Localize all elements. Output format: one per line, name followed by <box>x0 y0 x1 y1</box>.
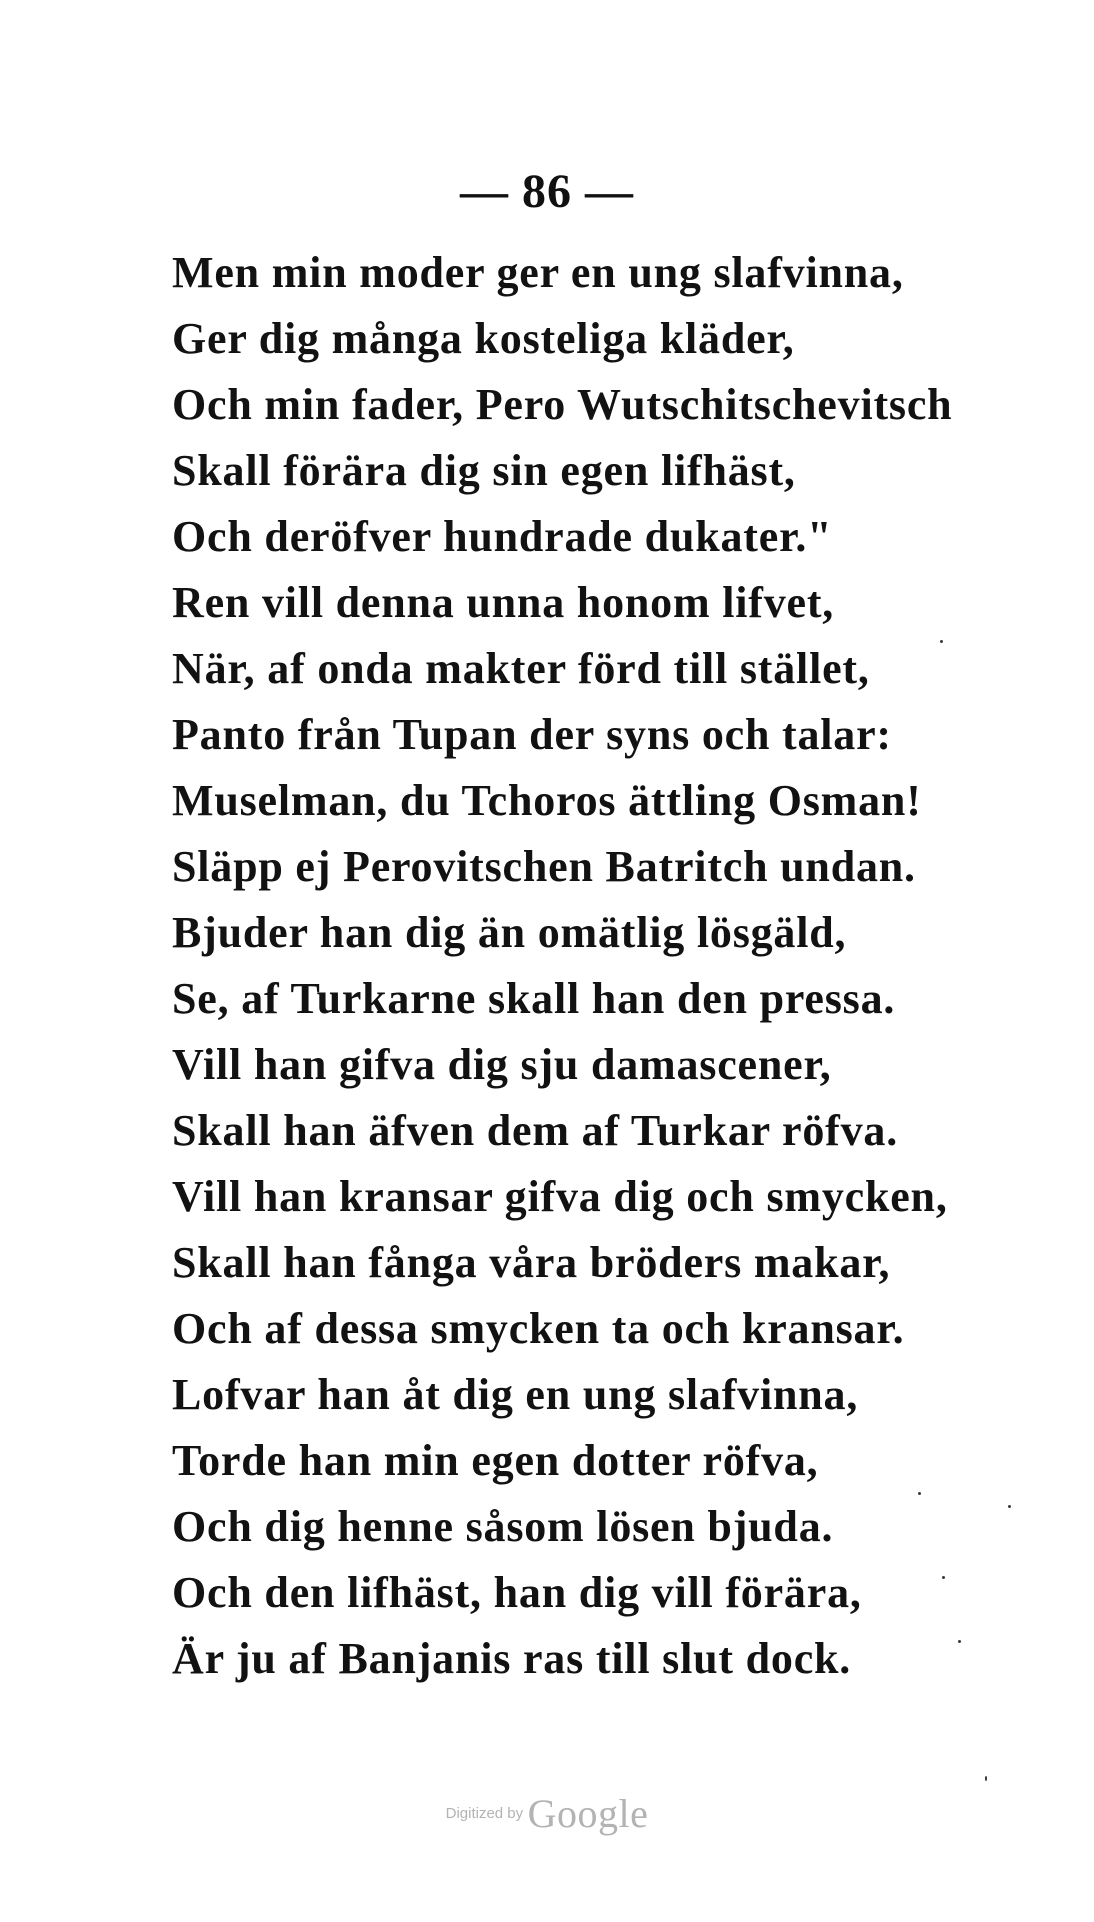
scan-speck <box>942 1576 945 1579</box>
poem-line: Släpp ej Perovitschen Batritch undan. <box>172 842 916 891</box>
scan-speck <box>940 640 943 643</box>
google-logo: Google <box>527 1791 649 1836</box>
digitized-by-label: Digitized by <box>445 1805 524 1822</box>
poem-line: Se, af Turkarne skall han den pressa. <box>172 974 896 1023</box>
poem-line: Skall han äfven dem af Turkar röfva. <box>172 1106 898 1155</box>
poem-line: Och af dessa smycken ta och kransar. <box>172 1304 905 1353</box>
poem-line: Lofvar han åt dig en ung slafvinna, <box>172 1370 859 1419</box>
poem-line: Vill han gifva dig sju damascener, <box>172 1040 832 1089</box>
poem-line: Och den lifhäst, han dig vill förära, <box>172 1568 862 1617</box>
poem-line: När, af onda makter förd till stället, <box>172 644 870 693</box>
poem-line: Är ju af Banjanis ras till slut dock. <box>172 1634 852 1683</box>
poem-line: Bjuder han dig än omätlig lösgäld, <box>172 908 847 957</box>
scan-speck <box>918 1492 921 1495</box>
poem-line: Och deröfver hundrade dukater." <box>172 512 833 561</box>
page-number: — 86 — <box>460 165 634 218</box>
poem-line: Ger dig många kosteliga kläder, <box>172 314 795 363</box>
poem-line: Ren vill denna unna honom lifvet, <box>172 578 835 627</box>
scan-speck <box>1008 1505 1011 1508</box>
poem-line: Vill han kransar gifva dig och smycken, <box>172 1172 948 1221</box>
scan-speck <box>958 1640 961 1643</box>
poem-text <box>172 240 1032 1692</box>
digitized-by-google-watermark <box>0 1790 1094 1837</box>
poem-line: Och min fader, Pero Wutschitschevitsch <box>172 380 953 429</box>
poem-line: Panto från Tupan der syns och talar: <box>172 710 892 759</box>
poem-line: Men min moder ger en ung slafvinna, <box>172 248 904 297</box>
poem-line: Och dig henne såsom lösen bjuda. <box>172 1502 834 1551</box>
poem-line: Skall han fånga våra bröders makar, <box>172 1238 891 1287</box>
poem-line: Muselman, du Tchoros ättling Osman! <box>172 776 922 825</box>
poem-line: Torde han min egen dotter röfva, <box>172 1436 819 1485</box>
poem-line: Skall förära dig sin egen lifhäst, <box>172 446 796 495</box>
scan-speck <box>985 1776 987 1781</box>
